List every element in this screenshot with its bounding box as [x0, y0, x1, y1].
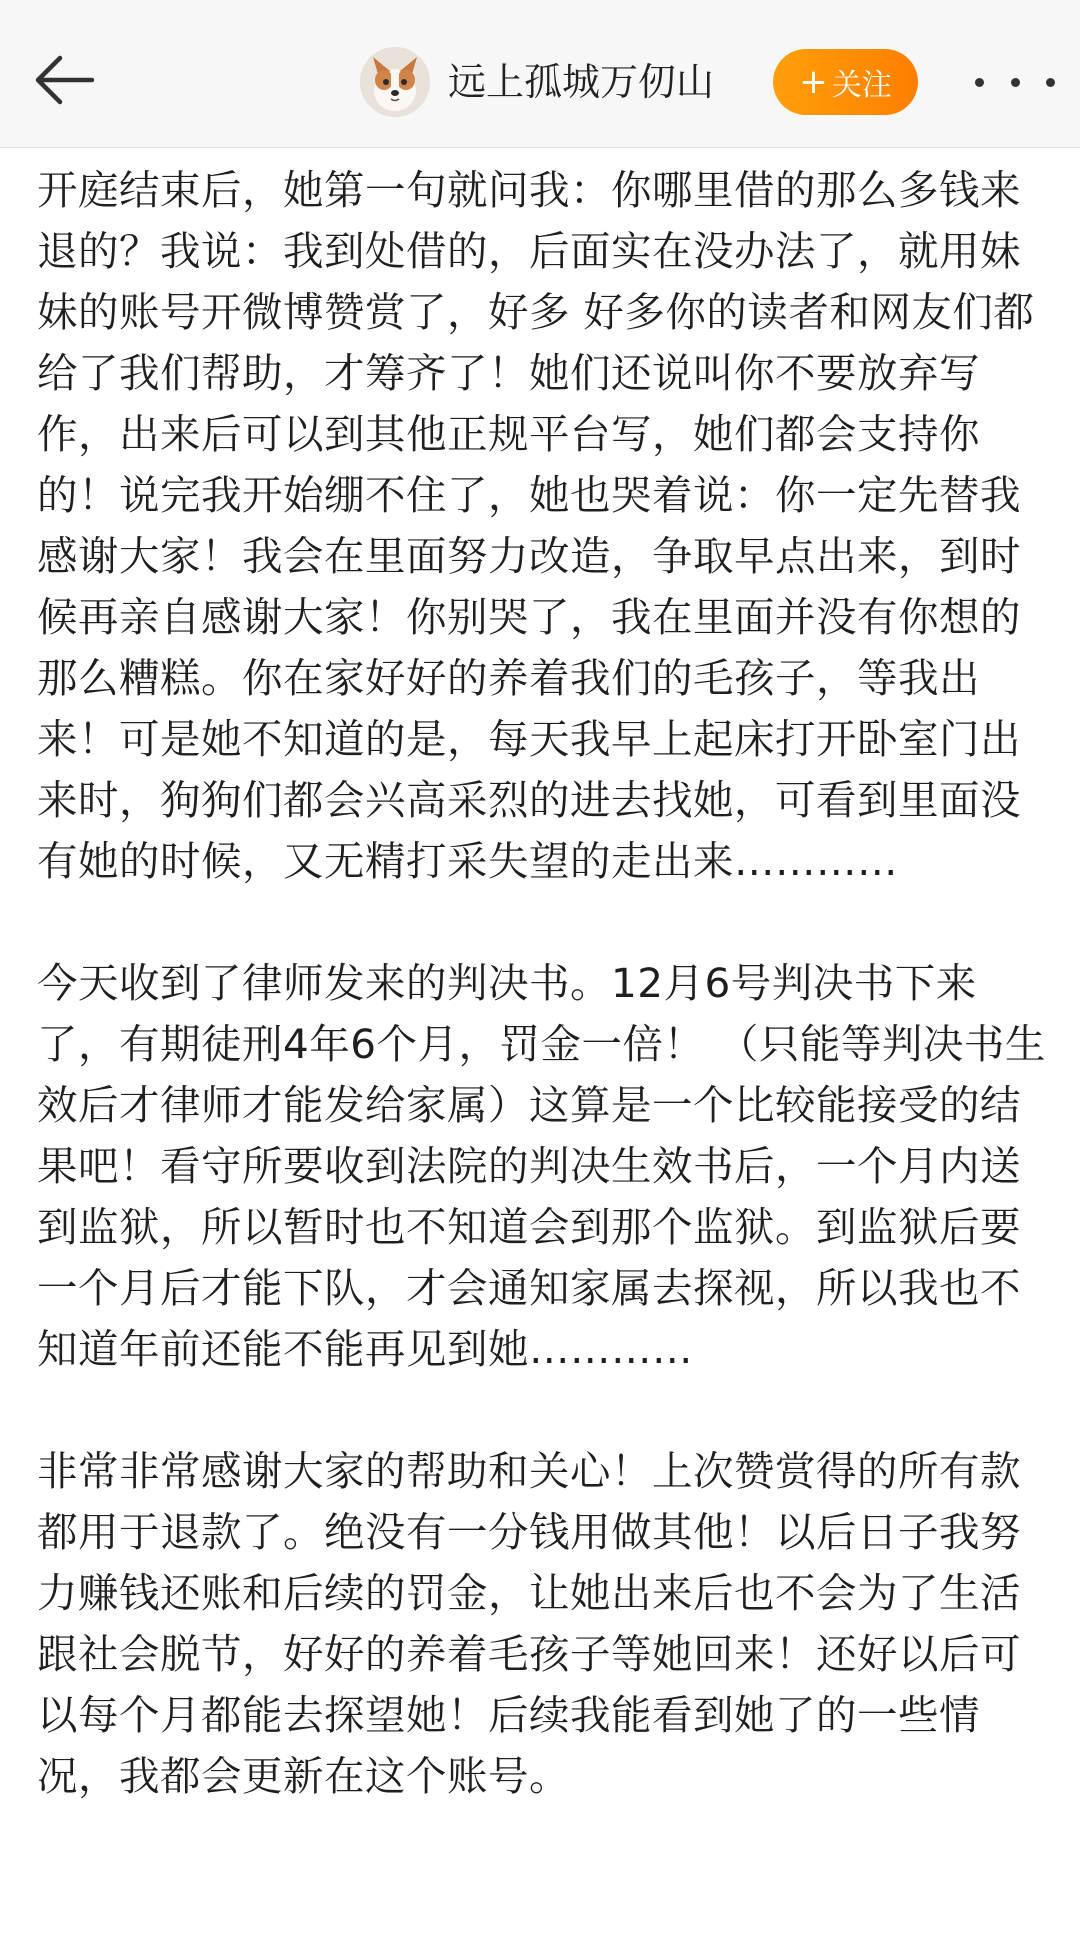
- more-options-button[interactable]: [975, 62, 1055, 102]
- follow-button[interactable]: [773, 49, 918, 115]
- post-paragraph-2: 今天收到了律师发来的判决书。12月6号判决书下来了，有期徒刑4年6个月，罚金一倍！ （只能等判决书生效后才律师才能发给家属）这算是一个比较能接受的结果吧！看守所要收到法院的判决生效书后，一个月内送到监狱，所以暂时也不知道会到那个监狱。到监狱后要一个月后才能下队，才会通知家属去探视，所以我也不知道年前还能不能再见到她…………: [37, 959, 1046, 1373]
- username[interactable]: 远上孤城万仞山: [448, 60, 715, 104]
- more-dot-icon: [1011, 78, 1020, 87]
- paragraph-spacer: [37, 892, 1047, 953]
- more-dot-icon: [975, 78, 984, 87]
- post-paragraph-1: 开庭结束后，她第一句就问我：你哪里借的那么多钱来退的？我说：我到处借的，后面实在没办法了，就用妹妹的账号开微博赞赏了，好多 好多你的读者和网友们都给了我们帮助，才筹齐了！她们还说叫你不要放弃写作，出来后可以到其他正规平台写，她们都会支持你的！说完我开始绷不住了，她也哭着说：你一定先替我感谢大家！我会在里面努力改造，争取早点出来，到时候再亲自感谢大家！你别哭了，我在里面并没有你想的那么糟糕。你在家好好的养着我们的毛孩子，等我出来！可是她不知道的是，每天我早上起床打开卧室门出来时，狗狗们都会兴高采烈的进去找她，可看到里面没有她的时候，又无精打采失望的走出来…………: [37, 166, 1035, 885]
- plus-icon: +: [799, 62, 828, 102]
- avatar[interactable]: [360, 47, 430, 117]
- top-nav-bar: [0, 0, 1080, 148]
- follow-label: 关注: [831, 68, 892, 103]
- paragraph-spacer: [37, 1380, 1047, 1441]
- post-paragraph-3: 非常非常感谢大家的帮助和关心！上次赞赏得的所有款都用于退款了。绝没有一分钱用做其他！以后日子我努力赚钱还账和后续的罚金，让她出来后也不会为了生活跟社会脱节，好好的养着毛孩子等她回来！还好以后可以每个月都能去探望她！后续我能看到她了的一些情况，我都会更新在这个账号。: [37, 1447, 1021, 1800]
- back-arrow-icon: [32, 53, 96, 107]
- more-dot-icon: [1046, 78, 1055, 87]
- back-button[interactable]: [22, 40, 106, 120]
- post-content: [37, 160, 1047, 1807]
- dog-avatar-icon: [360, 47, 430, 117]
